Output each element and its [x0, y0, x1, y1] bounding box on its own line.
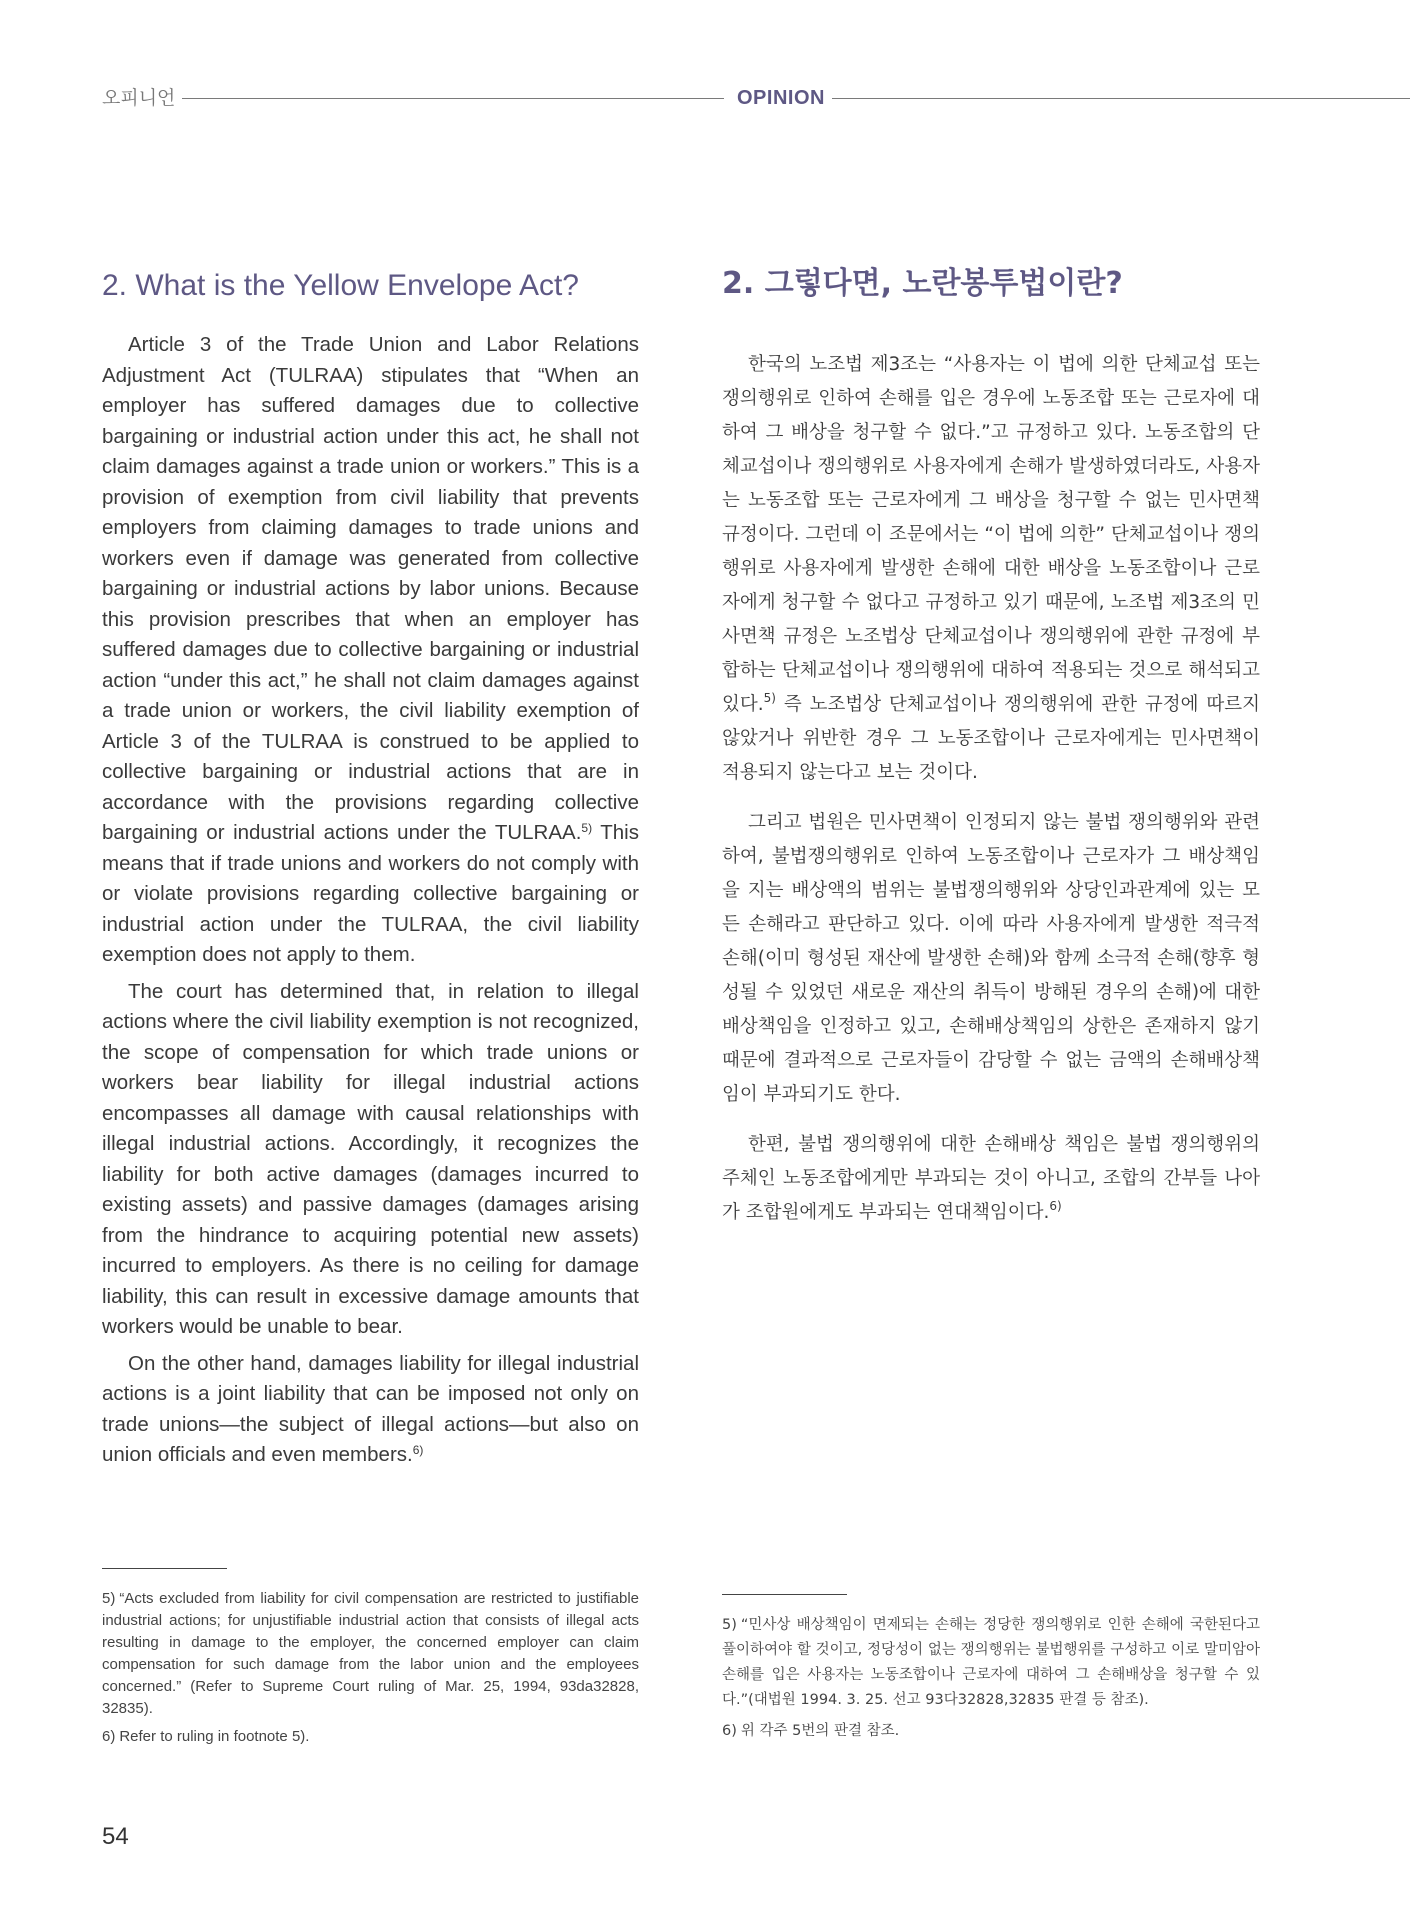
english-paragraph-1-tail: This means that if trade unions and workers do not comply with or violate provisions regarding collective bargaining or industrial action under the TULRAA, the civil liability exemption does not apply to them. — [102, 821, 639, 966]
english-heading: 2. What is the Yellow Envelope Act? — [102, 269, 579, 302]
english-paragraph-1-text: Article 3 of the Trade Union and Labor Relations Adjustment Act (TULRAA) stipulates that “When an employer has suffered damages due to collective bargaining or industrial action under this act, he shall not claim damages against a trade union or workers.” This is a provision of exemption from civil liability that prevents employers from claiming damages to trade unions and workers even if damage was generated from collective bargaining or industrial actions by labor unions. Because this provision prescribes that when an employer has suffered damages due to collective bargaining or industrial action “under this act,” he shall not claim damages against a trade union or workers, the civil liability exemption of Article 3 of the TULRAA is construed to be applied to collective bargaining or industrial actions that are in accordance with the provisions regarding collective bargaining or industrial actions under the TULRAA. — [102, 333, 639, 844]
english-footnote-5 — [102, 1588, 639, 1720]
footnote-text: Refer to ruling in footnote 5). — [119, 1728, 310, 1745]
header-rule-right — [832, 98, 1410, 99]
english-footnotes — [102, 1588, 639, 1754]
footnote-number: 5) — [722, 1617, 737, 1633]
english-paragraph-2-text: The court has determined that, in relation to illegal actions where the civil liability exemption is not recognized, the scope of compensation for which trade unions or workers bear liability for illegal industrial actions encompasses all damage with causal relationships with illegal industrial actions. Accordingly, it recognizes the liability for both active damages (damages incurred to existing assets) and passive damages (damages arising from the hindrance to acquiring potential new assets) incurred to employers. As there is no ceiling for damage liability, this can result in excessive damage amounts that workers would be unable to bear. — [102, 979, 639, 1338]
english-body — [102, 330, 639, 1477]
english-paragraph-3-text: On the other hand, damages liability for illegal industrial actions is a joint liability that can be imposed not only on trade unions—the subject of illegal actions—but also on union officials and even members. — [102, 1351, 639, 1466]
english-paragraph-1 — [102, 330, 639, 971]
korean-paragraph-2-text: 그리고 법원은 민사면책이 인정되지 않는 불법 쟁의행위와 관련하여, 불법쟁의행위로 인하여 노동조합이나 근로자가 그 배상책임을 지는 배상액의 범위는 불법쟁의행위와 상당인과관계에 있는 모든 손해라고 판단하고 있다. 이에 따라 사용자에게 발생한 적극적 손해(이미 형성된 재산에 발생한 손해)와 함께 소극적 손해(향후 형성될 수 있었던 새로운 재산의 취득이 방해된 경우의 손해)에 대한 배상책임을 인정하고 있고, 손해배상책임의 상한은 존재하지 않기 때문에 결과적으로 근로자들이 감당할 수 없는 금액의 손해배상책임이 부과되기도 한다. — [722, 812, 1260, 1105]
page-number: 54 — [102, 1823, 129, 1850]
footnote-ref-5: 5) — [763, 691, 776, 705]
footnote-number: 6) — [102, 1728, 116, 1745]
footnote-number: 5) — [102, 1590, 116, 1607]
korean-paragraph-3-text: 한편, 불법 쟁의행위에 대한 손해배상 책임은 불법 쟁의행위의 주체인 노동조합에게만 부과되는 것이 아니고, 조합의 간부들 나아가 조합원에게도 부과되는 연대책임이다. — [722, 1134, 1260, 1223]
header-rule-left — [182, 98, 724, 99]
korean-footnote-rule — [722, 1594, 847, 1595]
english-paragraph-2 — [102, 977, 639, 1343]
korean-footnote-5 — [722, 1613, 1260, 1713]
section-label: 오피니언 — [102, 87, 176, 109]
korean-heading: 2. 그렇다면, 노란봉투법이란? — [722, 266, 1123, 301]
opinion-label: OPINION — [737, 87, 825, 109]
korean-footnotes — [722, 1613, 1260, 1750]
footnote-text: 위 각주 5번의 판결 참조. — [740, 1723, 900, 1739]
page-header — [102, 84, 1410, 112]
korean-body — [722, 348, 1260, 1246]
english-footnote-6 — [102, 1726, 639, 1748]
footnote-ref-6: 6) — [1049, 1199, 1062, 1213]
korean-footnote-6 — [722, 1719, 1260, 1744]
english-paragraph-3 — [102, 1349, 639, 1471]
footnote-ref-6: 6) — [412, 1443, 424, 1457]
english-footnote-rule — [102, 1568, 227, 1569]
korean-paragraph-1-tail: 즉 노조법상 단체교섭이나 쟁의행위에 관한 규정에 따르지 않았거나 위반한 경우 그 노동조합이나 근로자에게는 민사면책이 적용되지 않는다고 보는 것이다. — [722, 694, 1260, 783]
footnote-text: “민사상 배상책임이 면제되는 손해는 정당한 쟁의행위로 인한 손해에 국한된다고 풀이하여야 할 것이고, 정당성이 없는 쟁의행위는 불법행위를 구성하고 이로 말미암아 손해를 입은 사용자는 노동조합이나 근로자에 대하여 그 손해배상을 청구할 수 있다.”(대법원 1994. 3. 25. 선고 93다32828,32835 판결 등 참조). — [722, 1617, 1260, 1708]
footnote-number: 6) — [722, 1723, 737, 1739]
footnote-ref-5: 5) — [581, 821, 593, 835]
footnote-text: “Acts excluded from liability for civil compensation are restricted to justifiable industrial actions; for unjustifiable industrial action that consists of illegal acts resulting in damage to the employer, the concerned employer can claim compensation for such damage from the labor union and the employees concerned.” (Refer to Supreme Court ruling of Mar. 25, 1994, 93da32828, 32835). — [102, 1590, 639, 1717]
korean-paragraph-1 — [722, 348, 1260, 790]
korean-paragraph-2 — [722, 806, 1260, 1112]
korean-paragraph-1-text: 한국의 노조법 제3조는 “사용자는 이 법에 의한 단체교섭 또는 쟁의행위로 인하여 손해를 입은 경우에 노동조합 또는 근로자에 대하여 그 배상을 청구할 수 없다.”고 규정하고 있다. 노동조합의 단체교섭이나 쟁의행위로 사용자에게 손해가 발생하였더라도, 사용자는 노동조합 또는 근로자에게 그 배상을 청구할 수 없는 민사면책 규정이다. 그런데 이 조문에서는 “이 법에 의한” 단체교섭이나 쟁의행위로 사용자에게 발생한 손해에 대한 배상을 노동조합이나 근로자에게 청구할 수 없다고 규정하고 있기 때문에, 노조법 제3조의 민사면책 규정은 노조법상 단체교섭이나 쟁의행위에 관한 규정에 부합하는 단체교섭이나 쟁의행위에 대하여 적용되는 것으로 해석되고 있다. — [722, 354, 1260, 715]
korean-paragraph-3 — [722, 1128, 1260, 1230]
